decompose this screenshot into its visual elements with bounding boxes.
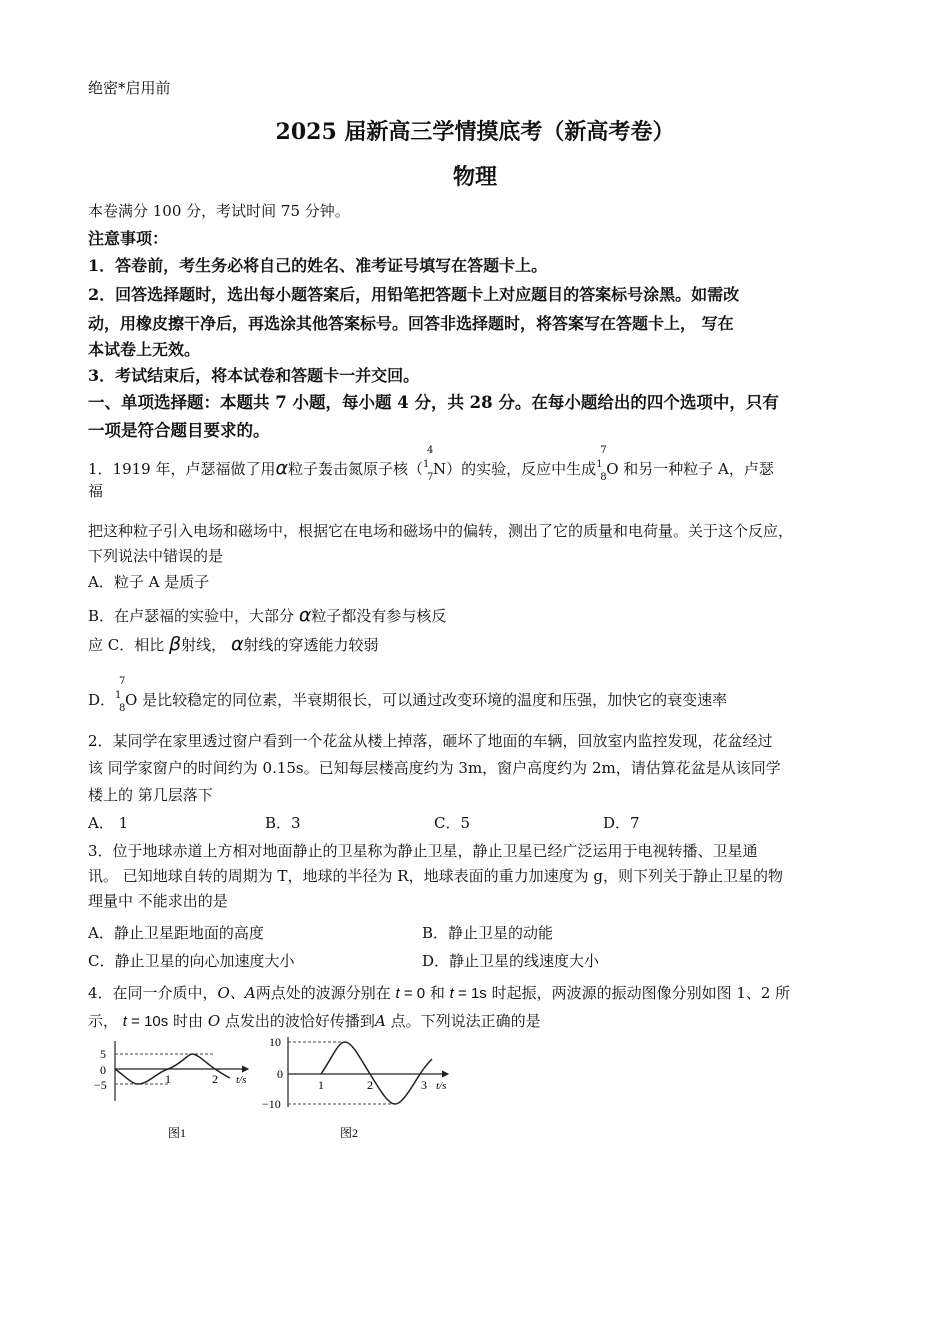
fig1-y-zero-label: 0	[100, 1063, 106, 1077]
q2-option-c: C．5	[434, 814, 471, 832]
q1-option-b: B．在卢瑟福的实验中，大部分 α粒子都没有参与核反	[88, 604, 447, 626]
notice-item-2-line-1: 2．回答选择题时，选出每小题答案后，用铅笔把答题卡上对应题目的答案标号涂黑。如需改	[88, 285, 740, 304]
q1-stem-line-1: 1．1919 年，卢瑟福做了用α粒子轰击氮原子核（ 4 1 7 N）的实验，反应中生成 7 1 8 O 和另一种粒子 A，卢瑟	[88, 445, 774, 483]
vibration-graphs	[88, 1033, 468, 1145]
alpha-symbol: α	[230, 633, 244, 655]
fig2-y-zero-label: 0	[277, 1067, 283, 1081]
q3-option-d: D．静止卫星的线速度大小	[422, 952, 600, 970]
vibration-graphs-svg	[88, 1033, 468, 1145]
fig1-caption: 图1	[168, 1126, 187, 1140]
alpha-symbol: α	[275, 457, 289, 479]
q4-stem-line-1: 4．在同一介质中，O、A两点处的波源分别在 t = 0 和 t = 1s 时起振，两波源的振动图像分别如图 1、2 所	[88, 984, 791, 1002]
secret-label: 绝密*启用前	[88, 79, 171, 97]
section-1-line-2: 一项是符合题目要求的。	[88, 421, 270, 440]
fig2-y-bottom-label: −10	[262, 1097, 281, 1111]
q3-stem-line-2: 讯。 已知地球自转的周期为 T，地球的半径为 R，地球表面的重力加速度为 g，则下列关于静止卫星的物	[88, 867, 783, 885]
q3-option-b: B．静止卫星的动能	[422, 924, 554, 942]
fig1-x1-label: 1	[165, 1072, 171, 1086]
figure-2	[262, 1035, 448, 1140]
notice-item-1: 1．答卷前，考生务必将自己的姓名、准考证号填写在答题卡上。	[88, 256, 548, 275]
fig2-axis-label: t/s	[436, 1080, 447, 1092]
q3-stem-line-3: 理量中 不能求出的是	[88, 892, 228, 910]
fig2-x2-label: 2	[367, 1078, 373, 1092]
figure-1	[94, 1041, 248, 1140]
q1-stem-line-3: 下列说法中错误的是	[88, 547, 224, 565]
fig1-x2-label: 2	[212, 1072, 218, 1086]
q2-option-a: A． 1	[88, 814, 129, 832]
q3-option-a: A．静止卫星距地面的高度	[88, 924, 264, 942]
nitrogen-nucleus: 4 1 7 N	[423, 445, 447, 483]
notice-item-2-line-3: 本试卷上无效。	[88, 340, 201, 359]
q2-stem-line-2: 该 同学家窗户的时间约为 0.15s。已知每层楼高度约为 3m，窗户高度约为 2m，请估算花盆是从该同学	[88, 759, 781, 777]
q1-option-d: D． 7 1 8 O 是比较稳定的同位素，半衰期很长，可以通过改变环境的温度和压强，加快它的衰变速率	[88, 676, 728, 714]
alpha-symbol: α	[298, 604, 312, 626]
oxygen-nucleus: 7 1 8 O	[115, 676, 138, 714]
oxygen-nucleus: 7 1 8 O	[596, 445, 619, 483]
exam-title: 2025 届新高三学情摸底考（新高考卷）	[275, 119, 675, 145]
subject-title: 物理	[452, 164, 497, 190]
fig2-y-top-label: 10	[269, 1035, 281, 1049]
fig1-y-bottom-label: −5	[94, 1078, 107, 1092]
beta-symbol: β	[169, 633, 182, 655]
q2-option-b: B．3	[265, 814, 301, 832]
q1-stem-line-2: 把这种粒子引入电场和磁场中，根据它在电场和磁场中的偏转，测出了它的质量和电荷量。关于这个反应，	[88, 522, 794, 540]
fig2-x3-label: 3	[421, 1078, 427, 1092]
notice-heading: 注意事项：	[88, 229, 169, 248]
fig1-axis-label: t/s	[236, 1074, 247, 1086]
exam-info: 本卷满分 100 分，考试时间 75 分钟。	[88, 202, 350, 220]
q2-stem-line-1: 2．某同学在家里透过窗户看到一个花盆从楼上掉落，砸坏了地面的车辆，回放室内监控发现，花盆经过	[88, 732, 773, 750]
q1-stem-line-1b: 福	[88, 482, 104, 500]
q2-stem-line-3: 楼上的 第几层落下	[88, 786, 213, 804]
fig2-x1-label: 1	[318, 1078, 324, 1092]
q1-option-a: A．粒子 A 是质子	[88, 573, 210, 591]
q3-stem-line-1: 3．位于地球赤道上方相对地面静止的卫星称为静止卫星，静止卫星已经广泛运用于电视转播、卫星通	[88, 842, 758, 860]
q4-stem-line-2: 示， t = 10s 时由 O 点发出的波恰好传播到A 点。下列说法正确的是	[88, 1012, 541, 1030]
q1-option-c: 应 C．相比 β射线， α射线的穿透能力较弱	[88, 633, 379, 655]
section-1-line-1: 一、单项选择题：本题共 7 小题，每小题 4 分，共 28 分。在每小题给出的四个选项中，只有	[88, 393, 779, 412]
q3-option-c: C．静止卫星的向心加速度大小	[88, 952, 295, 970]
notice-item-2-line-2: 动，用橡皮擦干净后，再选涂其他答案标号。回答非选择题时，将答案写在答题卡上， 写在	[88, 314, 734, 333]
fig2-caption: 图2	[340, 1126, 359, 1140]
fig1-y-top-label: 5	[100, 1047, 106, 1061]
fig2-wave-curve	[321, 1042, 432, 1104]
notice-item-3: 3．考试结束后，将本试卷和答题卡一并交回。	[88, 366, 420, 385]
q2-option-d: D．7	[603, 814, 640, 832]
